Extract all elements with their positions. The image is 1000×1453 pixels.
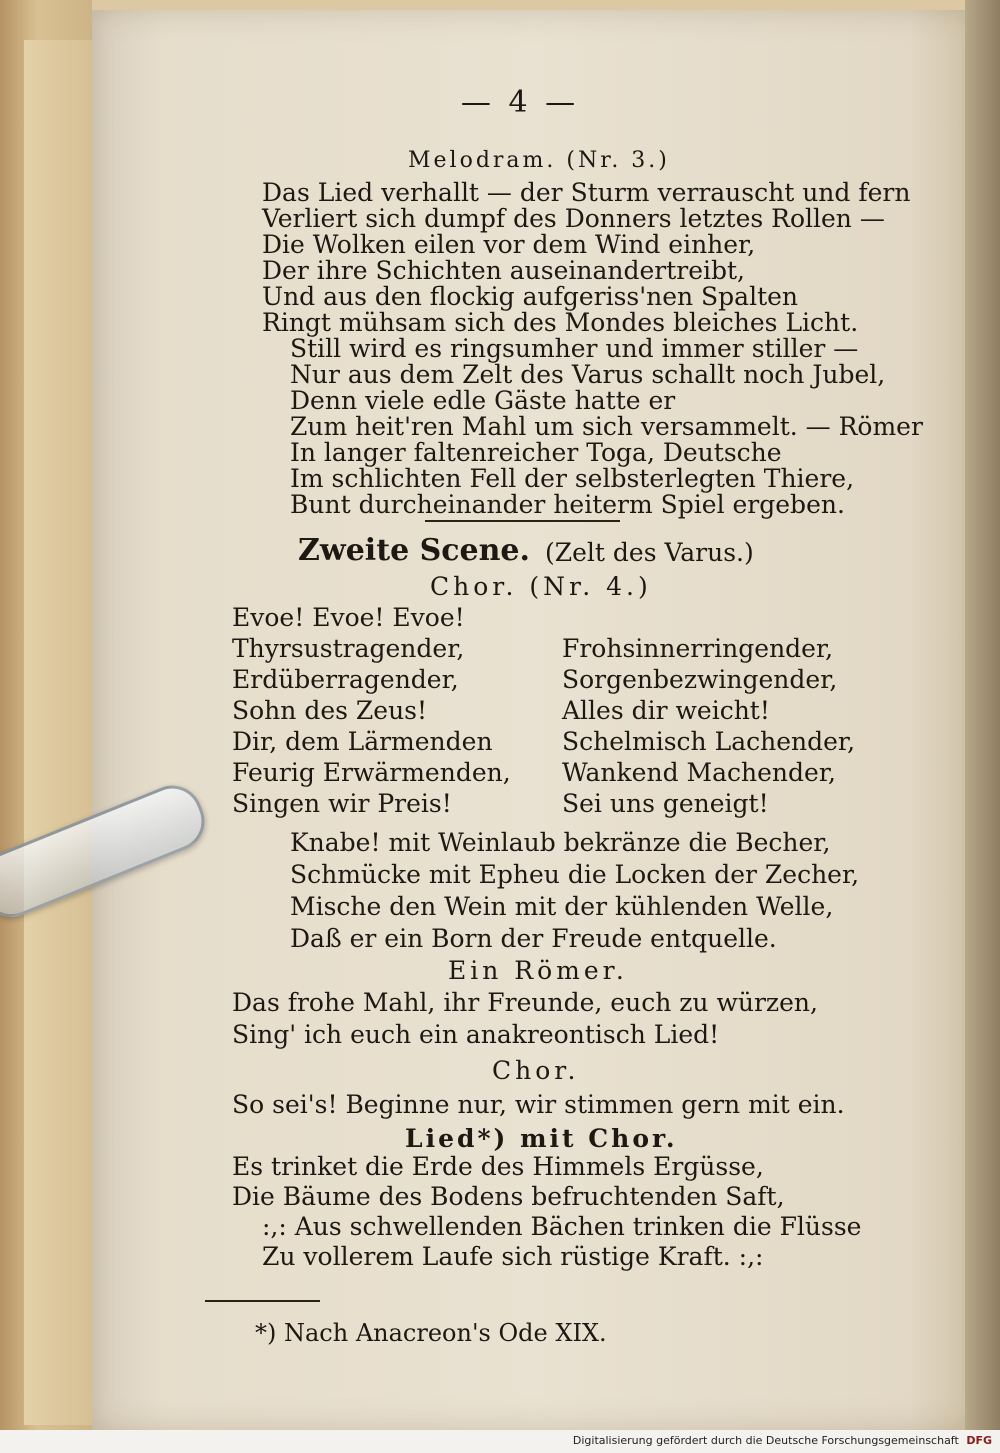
- lied-line: Zu vollerem Laufe sich rüstige Kraft. :,:: [262, 1242, 764, 1271]
- right-verse: Sorgenbezwingender,: [562, 665, 838, 694]
- evoe-line: Evoe! Evoe! Evoe!: [232, 603, 465, 632]
- left-verse: Feurig Erwärmenden,: [232, 758, 511, 787]
- right-verse: Schelmisch Lachender,: [562, 727, 856, 756]
- right-page-edges: [965, 0, 1000, 1430]
- melodram-heading: Melodram. (Nr. 3.): [408, 148, 670, 173]
- melodram-line: Zum heit'ren Mahl um sich versammelt. — Römer: [290, 412, 923, 441]
- melodram-line: Still wird es ringsumher und immer stiller —: [290, 334, 859, 363]
- page-leaf-edge: [24, 40, 95, 1425]
- scene-location: (Zelt des Varus.): [545, 538, 754, 567]
- right-verse: Sei uns geneigt!: [562, 789, 769, 818]
- right-verse: Wankend Machender,: [562, 758, 836, 787]
- melodram-line: Der ihre Schichten auseinandertreibt,: [262, 256, 746, 285]
- credit-text: Digitalisierung gefördert durch die Deutsche Forschungsgemeinschaft: [572, 1434, 959, 1447]
- section-divider: [425, 520, 620, 522]
- left-verse: Thyrsustragender,: [232, 634, 465, 663]
- dfg-logo: DFG: [966, 1434, 992, 1447]
- left-verse: Erdüberragender,: [232, 665, 459, 694]
- scene-title: Zweite Scene.: [298, 533, 530, 568]
- melodram-line: In langer faltenreicher Toga, Deutsche: [290, 438, 782, 467]
- knabe-line: Schmücke mit Epheu die Locken der Zecher,: [290, 860, 860, 889]
- knabe-line: Mische den Wein mit der kühlenden Welle,: [290, 892, 834, 921]
- melodram-line: Und aus den flockig aufgeriss'nen Spalten: [262, 282, 799, 311]
- page-number: — 4 —: [460, 85, 580, 120]
- lied-line: Es trinket die Erde des Himmels Ergüsse,: [232, 1152, 764, 1181]
- footnote: *) Nach Anacreon's Ode XIX.: [255, 1319, 607, 1347]
- melodram-line: Nur aus dem Zelt des Varus schallt noch Jubel,: [290, 360, 886, 389]
- digitization-credit: [573, 1434, 992, 1447]
- lied-heading: Lied*) mit Chor.: [405, 1124, 678, 1153]
- right-verse: Frohsinnerringender,: [562, 634, 834, 663]
- left-verse: Singen wir Preis!: [232, 789, 452, 818]
- melodram-line: Bunt durcheinander heiterm Spiel ergeben.: [290, 490, 845, 519]
- left-verse: Sohn des Zeus!: [232, 696, 428, 725]
- knabe-line: Knabe! mit Weinlaub bekränze die Becher,: [290, 828, 831, 857]
- right-verse: Alles dir weicht!: [562, 696, 770, 725]
- melodram-line: Verliert sich dumpf des Donners letztes Rollen —: [262, 204, 885, 233]
- left-verse: Dir, dem Lärmenden: [232, 727, 493, 756]
- roemer-line: Das frohe Mahl, ihr Freunde, euch zu würzen,: [232, 988, 818, 1017]
- lied-line: Die Bäume des Bodens befruchtenden Saft,: [232, 1182, 785, 1211]
- footnote-rule: [205, 1300, 320, 1302]
- melodram-line: Denn viele edle Gäste hatte er: [290, 386, 676, 415]
- roemer-line: Sing' ich euch ein anakreontisch Lied!: [232, 1020, 720, 1049]
- chor-heading: Chor. (Nr. 4.): [430, 572, 652, 601]
- chor-heading-2: Chor.: [492, 1056, 580, 1085]
- melodram-line: Die Wolken eilen vor dem Wind einher,: [262, 230, 756, 259]
- chor-line: So sei's! Beginne nur, wir stimmen gern mit ein.: [232, 1090, 845, 1119]
- melodram-line: Im schlichten Fell der selbsterlegten Thiere,: [290, 464, 855, 493]
- melodram-line: Das Lied verhallt — der Sturm verrauscht und fern: [262, 178, 911, 207]
- roemer-heading: Ein Römer.: [448, 956, 628, 985]
- melodram-line: Ringt mühsam sich des Mondes bleiches Licht.: [262, 308, 859, 337]
- knabe-line: Daß er ein Born der Freude entquelle.: [290, 924, 777, 953]
- lied-line: :,: Aus schwellenden Bächen trinken die Flüsse: [262, 1212, 862, 1241]
